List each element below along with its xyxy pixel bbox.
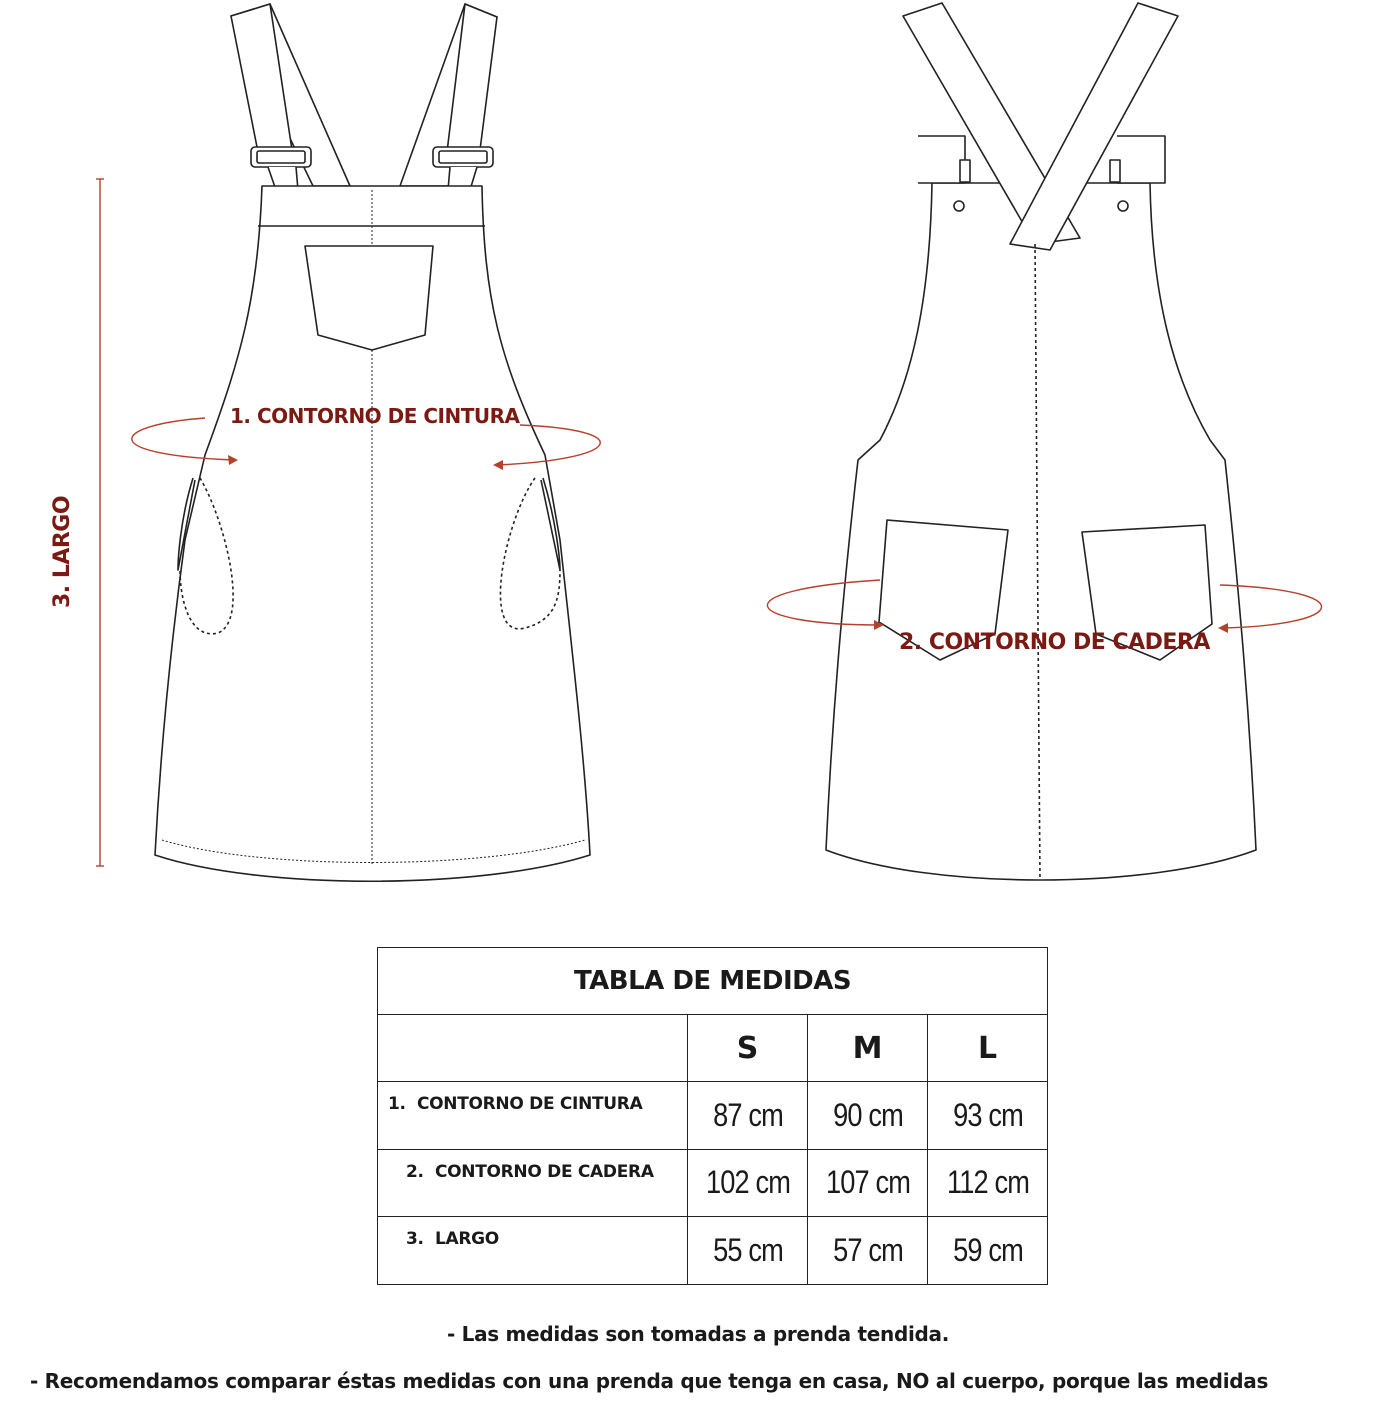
- waist-measure-label: 1. CONTORNO DE CINTURA: [230, 404, 520, 428]
- value-cell: 107 cm: [817, 1149, 919, 1217]
- value-cell: 57 cm: [817, 1217, 919, 1285]
- table-title: TABLA DE MEDIDAS: [378, 948, 1048, 1015]
- row-label: 1. CONTORNO DE CINTURA: [378, 1082, 688, 1150]
- value-cell: 55 cm: [697, 1217, 799, 1285]
- value-cell: 90 cm: [817, 1082, 919, 1150]
- value-cell: 102 cm: [697, 1149, 799, 1217]
- value-cell: 93 cm: [937, 1082, 1039, 1150]
- size-header-l: L: [928, 1015, 1048, 1082]
- table-row: [378, 1149, 1048, 1217]
- size-header-m: M: [808, 1015, 928, 1082]
- row-label: 2. CONTORNO DE CADERA: [378, 1149, 688, 1217]
- value-cell: 59 cm: [937, 1217, 1039, 1285]
- length-measure-label: 3. LARGO: [50, 495, 75, 608]
- value-cell: 112 cm: [937, 1149, 1039, 1217]
- table-row: [378, 1082, 1048, 1150]
- note-compare-garment: - Recomendamos comparar éstas medidas con una prenda que tenga en casa, NO al cuerpo, porque las medidas: [30, 1369, 1269, 1393]
- value-cell: 87 cm: [697, 1082, 799, 1150]
- note-laid-flat: - Las medidas son tomadas a prenda tendida.: [446, 1322, 950, 1346]
- hip-measure-label: 2. CONTORNO DE CADERA: [899, 630, 1210, 655]
- table-corner-cell: [378, 1015, 688, 1082]
- size-header-s: S: [688, 1015, 808, 1082]
- row-label: 3. LARGO: [378, 1217, 688, 1285]
- front-view: [155, 4, 590, 881]
- size-table: [377, 947, 1048, 1285]
- table-row: [378, 1217, 1048, 1285]
- back-view: [826, 3, 1256, 880]
